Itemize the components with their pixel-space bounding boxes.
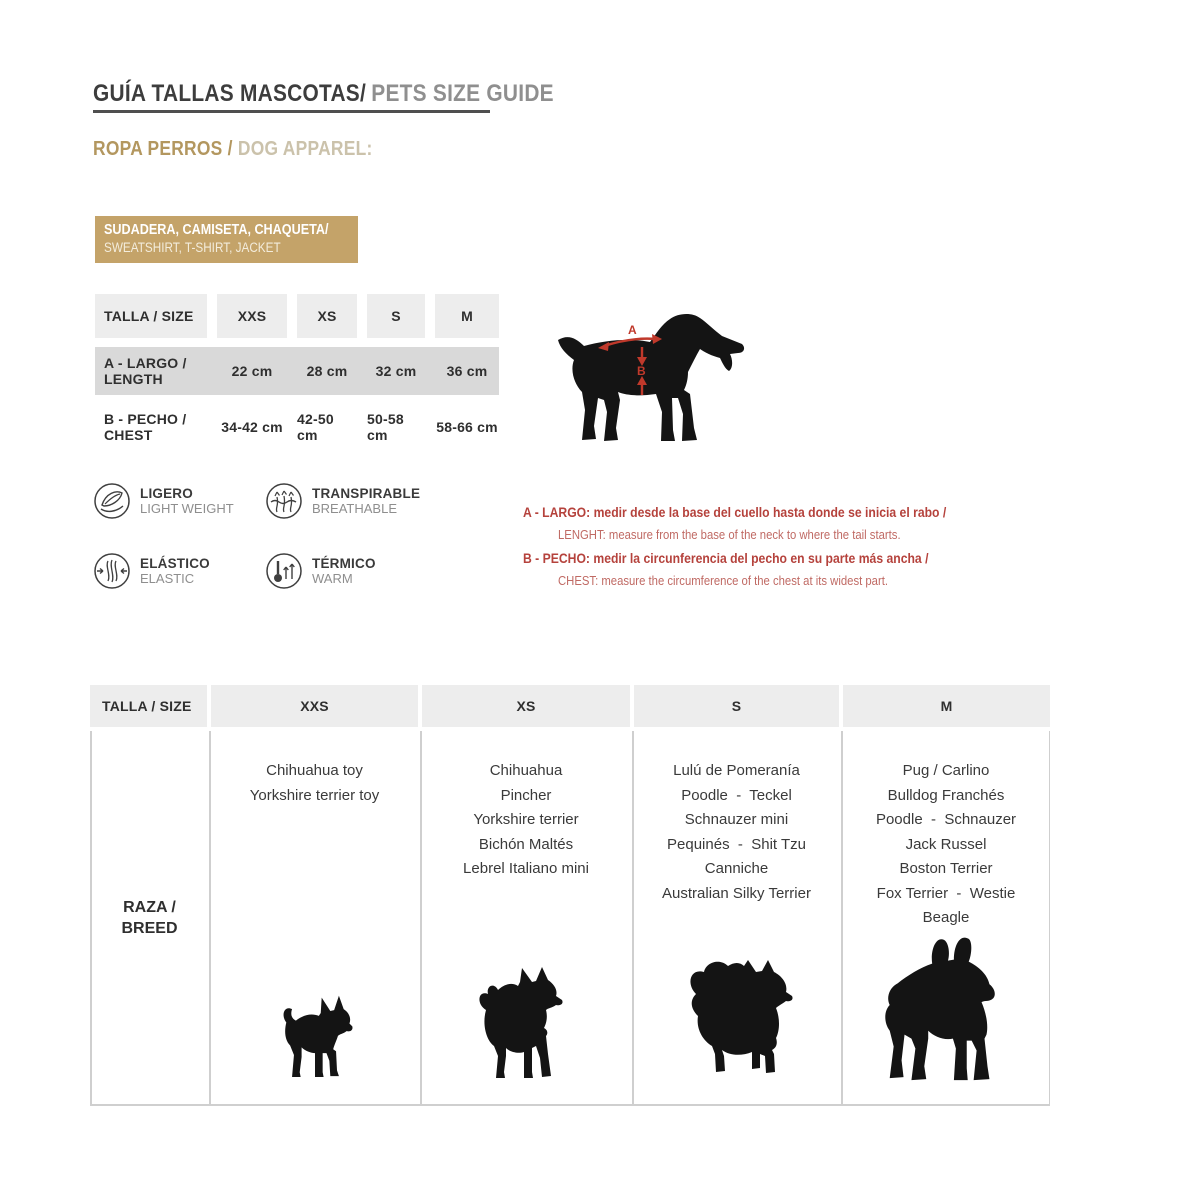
note-length-spanish: A - LARGO: medir desde la base del cuello hasta donde se inicia el rabo / bbox=[523, 504, 947, 520]
breed-column-s bbox=[634, 731, 839, 1104]
measuring-notes bbox=[523, 500, 993, 595]
breed-size-table bbox=[90, 685, 1050, 1105]
size-table-header-s: S bbox=[367, 294, 425, 338]
chest-row-label: B - PECHO / CHEST bbox=[104, 411, 187, 443]
feature-elastic-en: ELASTIC bbox=[140, 571, 195, 586]
chest-xs-value: 42-50 cm bbox=[297, 411, 334, 443]
chest-s-value: 50-58 cm bbox=[367, 411, 404, 443]
feature-breathable bbox=[265, 482, 420, 520]
french-bulldog-silhouette bbox=[876, 930, 1016, 1086]
feature-lightweight-en: LIGHT WEIGHT bbox=[140, 501, 234, 516]
breed-name: Canniche bbox=[704, 860, 769, 877]
breed-name: Bulldog Franchés bbox=[887, 786, 1005, 804]
breed-name: Yorkshire terrier bbox=[473, 811, 579, 828]
breed-table-header-xs: XS bbox=[422, 685, 630, 727]
breed-name: Pincher bbox=[500, 786, 552, 804]
feature-breathable-en: BREATHABLE bbox=[312, 501, 398, 516]
breed-name: Pequinés - Shit Tzu bbox=[667, 835, 806, 853]
chihuahua-toy-silhouette bbox=[275, 990, 355, 1078]
note-length-english: LENGHT: measure from the base of the neck to where the tail starts. bbox=[558, 527, 901, 542]
size-table-header-m: M bbox=[435, 294, 499, 338]
breed-name: Boston Terrier bbox=[899, 860, 993, 877]
breed-name: Chihuahua toy bbox=[266, 762, 363, 779]
feather-hand-icon bbox=[93, 482, 131, 520]
size-table-row-chest bbox=[95, 403, 499, 451]
breed-table-header-xxs: XXS bbox=[211, 685, 418, 727]
diagram-label-b: B bbox=[637, 364, 646, 378]
breed-name: Schnauzer mini bbox=[684, 811, 789, 828]
breed-name: Beagle bbox=[922, 909, 970, 926]
size-table-header-xxs: XXS bbox=[217, 294, 287, 338]
note-chest-english: CHEST: measure the circumference of the chest at its widest part. bbox=[558, 573, 889, 588]
labrador-silhouette bbox=[558, 314, 744, 441]
title-underline bbox=[93, 110, 490, 113]
breed-row-label-line1: RAZA / bbox=[123, 898, 176, 916]
size-measurements-table bbox=[95, 294, 499, 452]
diagram-label-a: A bbox=[628, 323, 637, 337]
subtitle-english: DOG APPAREL: bbox=[237, 138, 373, 160]
breed-table-header-m: M bbox=[843, 685, 1050, 727]
chest-m-value: 58-66 cm bbox=[436, 419, 498, 435]
breed-name: Jack Russel bbox=[905, 835, 987, 853]
feature-warm-es: TÉRMICO bbox=[312, 556, 376, 571]
table-border bbox=[90, 1104, 1050, 1106]
breed-column-xxs bbox=[211, 731, 418, 1104]
length-s-value: 32 cm bbox=[375, 363, 417, 379]
breed-name: Fox Terrier - Westie bbox=[876, 884, 1016, 902]
page-title bbox=[93, 80, 554, 108]
breed-row-label-line2: BREED bbox=[121, 919, 178, 937]
size-table-header-xs: XS bbox=[297, 294, 357, 338]
category-box bbox=[95, 216, 358, 263]
breed-table-header-s: S bbox=[634, 685, 839, 727]
breed-name: Bichón Maltés bbox=[478, 835, 574, 853]
category-box-spanish: SUDADERA, CAMISETA, CHAQUETA/ bbox=[104, 222, 329, 238]
measuring-dog-illustration bbox=[552, 302, 762, 450]
feature-breathable-es: TRANSPIRABLE bbox=[312, 486, 421, 501]
length-xs-value: 28 cm bbox=[306, 363, 348, 379]
longhair-chihuahua-silhouette bbox=[474, 964, 578, 1082]
subtitle-spanish: ROPA PERROS / bbox=[93, 138, 233, 160]
thermometer-icon bbox=[265, 552, 303, 590]
feature-elastic bbox=[93, 552, 210, 590]
length-m-value: 36 cm bbox=[446, 363, 488, 379]
category-box-english: SWEATSHIRT, T-SHIRT, JACKET bbox=[104, 240, 281, 255]
page-title-english: PETS SIZE GUIDE bbox=[371, 80, 554, 107]
breed-column-m bbox=[843, 731, 1049, 1104]
breed-name: Poodle - Teckel bbox=[681, 786, 792, 804]
breed-name: Australian Silky Terrier bbox=[662, 884, 811, 902]
elastic-stretch-icon bbox=[93, 552, 131, 590]
length-row-label: A - LARGO / LENGTH bbox=[104, 355, 187, 387]
chest-xxs-value: 34-42 cm bbox=[221, 419, 283, 435]
section-subtitle bbox=[93, 138, 373, 161]
breed-row-label bbox=[90, 731, 209, 1104]
breed-column-xs bbox=[422, 731, 630, 1104]
pomeranian-silhouette bbox=[678, 950, 796, 1082]
page-title-spanish: GUÍA TALLAS MASCOTAS/ bbox=[93, 80, 367, 107]
breed-name: Chihuahua bbox=[489, 762, 563, 779]
breed-name: Lulú de Pomeranía bbox=[673, 762, 800, 779]
size-table-row-length bbox=[95, 347, 499, 395]
feature-lightweight-es: LIGERO bbox=[140, 486, 193, 501]
breed-name: Pug / Carlino bbox=[902, 762, 990, 779]
breed-name: Yorkshire terrier toy bbox=[249, 786, 380, 804]
size-table-header-talla: TALLA / SIZE bbox=[95, 294, 207, 338]
breed-name: Lebrel Italiano mini bbox=[463, 860, 589, 877]
breathable-fabric-icon bbox=[265, 482, 303, 520]
length-xxs-value: 22 cm bbox=[231, 363, 273, 379]
feature-warm-en: WARM bbox=[312, 571, 353, 586]
feature-lightweight bbox=[93, 482, 234, 520]
feature-elastic-es: ELÁSTICO bbox=[140, 556, 210, 571]
breed-table-header-talla: TALLA / SIZE bbox=[90, 685, 207, 727]
note-chest-spanish: B - PECHO: medir la circunferencia del pecho en su parte más ancha / bbox=[523, 550, 929, 566]
breed-name: Poodle - Schnauzer bbox=[875, 811, 1017, 828]
feature-warm bbox=[265, 552, 376, 590]
